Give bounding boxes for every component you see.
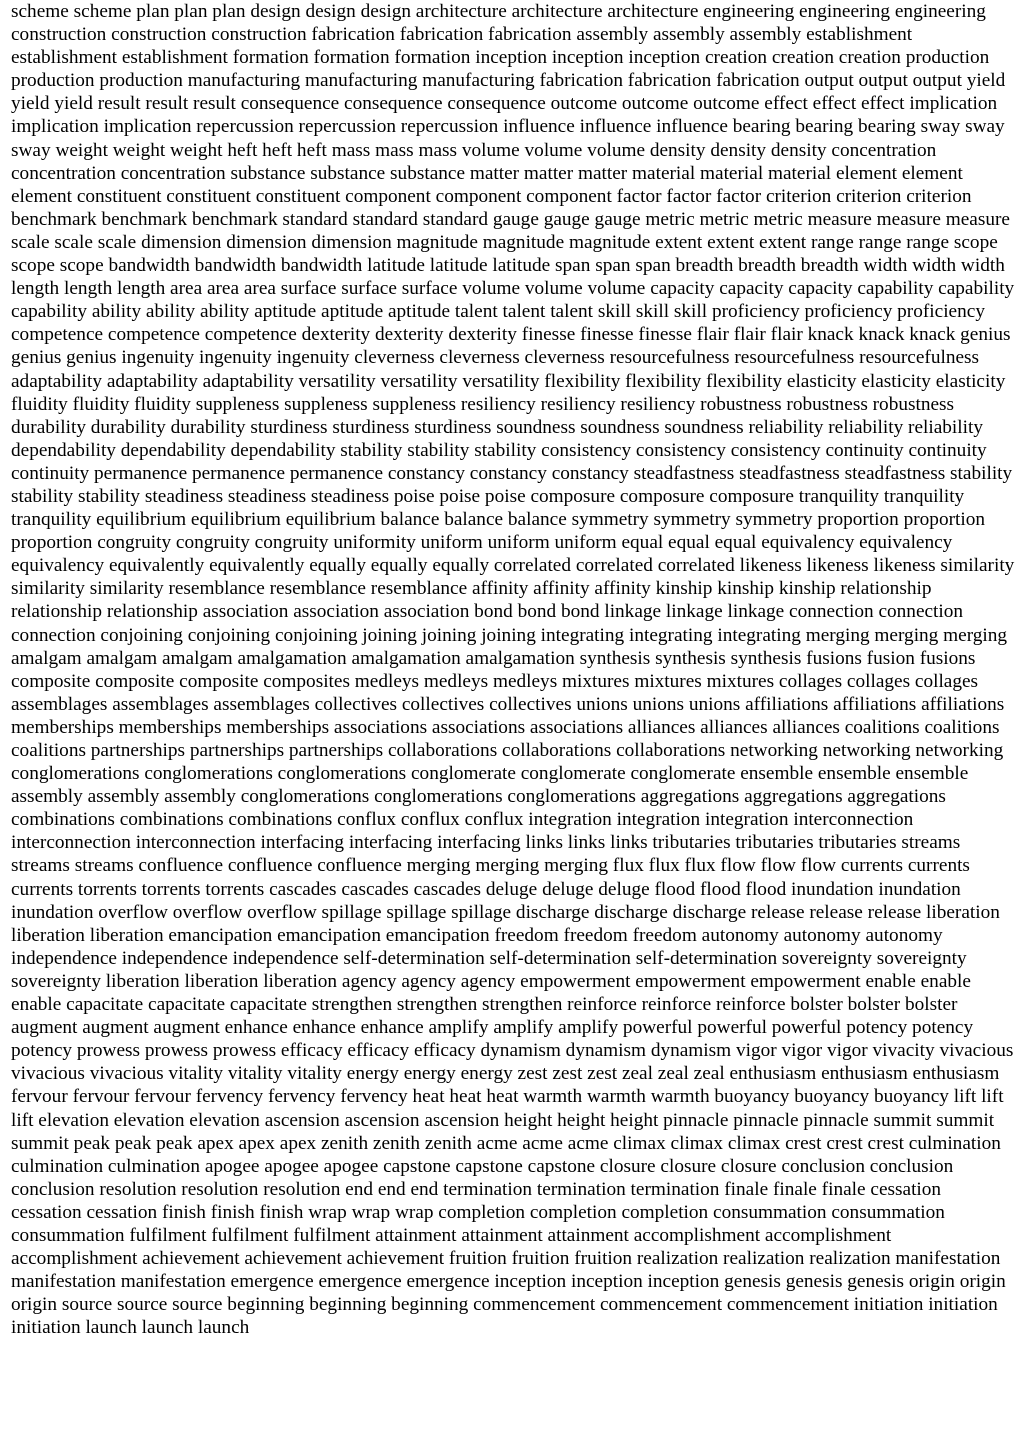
body-text: scheme scheme plan plan plan design design design architecture architecture architecture engineering engineering engineering construction construction construction fabrication fabrication fabrication assembly assembly assembly establishment establishment establishment formation formation formation inception inception inception creation creation creation production production production manufacturing manufacturing manufacturing fabrication fabrication fabrication output output output yield yield yield result result result consequence consequence consequence outcome outcome outcome effect effect effect implication implication implication repercussion repercussion repercussion influence influence influence bearing bearing bearing sway sway sway weight weight weight heft heft heft mass mass mass volume volume volume density density density concentration concentration concentration substance substance substance matter matter matter material material material element element element constituent constituent constituent component component component factor factor factor criterion criterion criterion benchmark benchmark benchmark standard standard standard gauge gauge gauge metric metric metric measure measure measure scale scale scale dimension dimension dimension magnitude magnitude magnitude extent extent extent range range range scope scope scope bandwidth bandwidth bandwidth latitude latitude latitude span span span breadth breadth breadth width width width length length length area area area surface surface surface volume volume volume capacity capacity capacity capability capability capability ability ability ability aptitude aptitude aptitude talent talent talent skill skill skill proficiency proficiency proficiency competence competence competence dexterity dexterity dexterity finesse finesse finesse flair flair flair knack knack knack genius genius genius ingenuity ingenuity ingenuity cleverness cleverness cleverness resourcefulness resourcefulness resourcefulness adaptability adaptability adaptability versatility versatility versatility flexibility flexibility flexibility elasticity elasticity elasticity fluidity fluidity fluidity suppleness suppleness suppleness resiliency resiliency resiliency robustness robustness robustness durability durability durability sturdiness sturdiness sturdiness soundness soundness soundness reliability reliability reliability dependability dependability dependability stability stability stability consistency consistency consistency continuity continuity continuity permanence permanence permanence constancy constancy constancy steadfastness steadfastness steadfastness stability stability stability steadiness steadiness steadiness poise poise poise composure composure composure tranquility tranquility tranquility equilibrium equilibrium equilibrium balance balance balance symmetry symmetry symmetry proportion proportion proportion congruity congruity congruity uniformity uniform uniform uniform equal equal equal equivalency equivalency equivalency equivalently equivalently equally equally equally correlated correlated correlated likeness likeness likeness similarity similarity similarity resemblance resemblance resemblance affinity affinity affinity kinship kinship kinship relationship relationship relationship association association association bond bond bond linkage linkage linkage connection connection connection conjoining conjoining conjoining joining joining joining integrating integrating integrating merging merging merging amalgam amalgam amalgam amalgamation amalgamation amalgamation synthesis synthesis synthesis fusions fusion fusions composite composite composite composites medleys medleys medleys mixtures mixtures mixtures collages collages collages assemblages assemblages assemblages collectives collectives collectives unions unions unions affiliations affiliations affiliations memberships memberships memberships associations associations associations alliances alliances alliances coalitions coalitions coalitions partnerships partnerships partnerships collaborations collaborations collaborations networking networking networking conglomerations conglomerations conglomerations conglomerate conglomerate conglomerate ensemble ensemble ensemble assembly assembly assembly conglomerations conglomerations conglomerations aggregations aggregations aggregations combinations combinations combinations conflux conflux conflux integration integration integration interconnection interconnection interconnection interfacing interfacing interfacing links links links tributaries tributaries tributaries streams streams streams confluence confluence confluence merging merging merging flux flux flux flow flow flow currents currents currents torrents torrents torrents cascades cascades cascades deluge deluge deluge flood flood flood inundation inundation inundation overflow overflow overflow spillage spillage spillage discharge discharge discharge release release release liberation liberation liberation emancipation emancipation emancipation freedom freedom freedom autonomy autonomy autonomy independence independence independence self-determination self-determination self-determination sovereignty sovereignty sovereignty liberation liberation liberation agency agency agency empowerment empowerment empowerment enable enable enable capacitate capacitate capacitate strengthen strengthen strengthen reinforce reinforce reinforce bolster bolster bolster augment augment augment enhance enhance enhance amplify amplify amplify powerful powerful powerful potency potency potency prowess prowess prowess efficacy efficacy efficacy dynamism dynamism dynamism vigor vigor vigor vivacity vivacious vivacious vivacious vitality vitality vitality energy energy energy zest zest zest zeal zeal zeal enthusiasm enthusiasm enthusiasm fervour fervour fervour fervency fervency fervency heat heat heat warmth warmth warmth buoyancy buoyancy buoyancy lift lift lift elevation elevation elevation ascension ascension ascension height height height pinnacle pinnacle pinnacle summit summit summit peak peak peak apex apex apex zenith zenith zenith acme acme acme climax climax climax crest crest crest culmination culmination culmination apogee apogee apogee capstone capstone capstone closure closure closure conclusion conclusion conclusion resolution resolution resolution end end end termination termination termination finale finale finale cessation cessation cessation finish finish finish wrap wrap wrap completion completion completion consummation consummation consummation fulfilment fulfilment fulfilment attainment attainment attainment accomplishment accomplishment accomplishment achievement achievement achievement fruition fruition fruition realization realization realization manifestation manifestation manifestation emergence emergence emergence inception inception inception genesis genesis genesis origin origin origin source source source beginning beginning beginning commencement commencement commencement initiation initiation initiation launch launch launch	[11, 1, 1015, 1339]
